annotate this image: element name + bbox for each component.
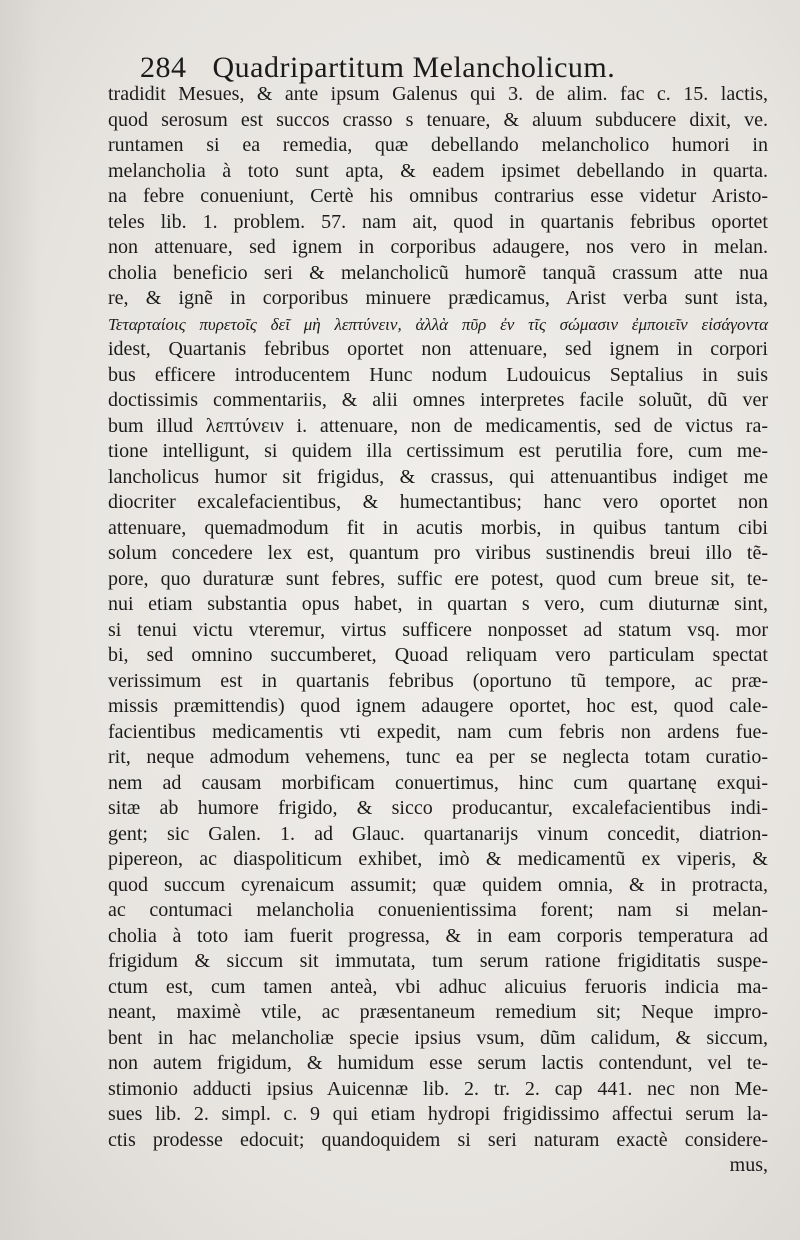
body-text bbox=[108, 82, 768, 1179]
text-line: na febre conueniunt, Certè his omnibus contrarius esse videtur Aristo- bbox=[108, 185, 768, 207]
text-line: diocriter excalefacientibus, & humectantibus; hanc vero oportet non bbox=[108, 491, 768, 513]
text-line: teles lib. 1. problem. 57. nam ait, quod in quartanis febribus oportet bbox=[108, 210, 768, 233]
text-line: tione intelligunt, si quidem illa certissimum est perutilia fore, cum me- bbox=[108, 440, 768, 462]
running-header bbox=[140, 50, 790, 86]
text-line: doctissimis commentariis, & alii omnes interpretes facile soluũt, dũ ver bbox=[108, 389, 768, 411]
text-line: solum concedere lex est, quantum pro viribus sustinendis breui illo tẽ- bbox=[108, 542, 768, 564]
text-line: bi, sed omnino succumberet, Quoad reliquam vero particulam spectat bbox=[108, 644, 768, 666]
text-line: gent; sic Galen. 1. ad Glauc. quartanarijs vinum concedit, diatrion- bbox=[108, 822, 768, 845]
text-line: ac contumaci melancholia conuenientissima forent; nam si melan- bbox=[108, 899, 768, 921]
text-line: bus efficere introducentem Hunc nodum Ludouicus Septalius in suis bbox=[108, 363, 768, 386]
text-line: facientibus medicamentis vti expedit, nam cum febris non ardens fue- bbox=[108, 720, 768, 743]
text-line: verissimum est in quartanis febribus (oportuno tũ tempore, ac præ- bbox=[108, 669, 768, 692]
text-line: nui etiam substantia opus habet, in quartan s vero, cum diuturnæ sint, bbox=[108, 593, 768, 615]
text-line: lancholicus humor sit frigidus, & crassus, qui attenuantibus indiget me bbox=[108, 465, 768, 488]
text-line: re, & ignẽ in corporibus minuere prædicamus, Arist verba sunt ista, bbox=[108, 287, 768, 309]
text-line: rit, neque admodum vehemens, tunc ea per se neglecta totam curatio- bbox=[108, 746, 768, 768]
text-line: attenuare, quemadmodum fit in acutis morbis, in quibus tantum cibi bbox=[108, 516, 768, 539]
text-line: idest, Quartanis febribus oportet non attenuare, sed ignem in corpori bbox=[108, 338, 768, 360]
running-title: Quadripartitum Melancholicum. bbox=[212, 51, 616, 84]
text-line: Τεταρταίοις πυρετοῖς δεῖ μὴ λεπτύνειν, ἀλλὰ πῦρ ἐν τῖς σώμασιν ἐμποιεῖν εἰσάγοντα bbox=[108, 314, 768, 334]
text-line: quod serosum est succos crasso s tenuare, & aluum subducere dixit, ve. bbox=[108, 108, 768, 131]
text-line: cholia à toto iam fuerit progressa, & in eam corporis temperatura ad bbox=[108, 924, 768, 947]
text-line: non attenuare, sed ignem in corporibus adaugere, nos vero in melan. bbox=[108, 236, 768, 258]
text-line: quod succum cyrenaicum assumit; quæ quidem omnia, & in protracta, bbox=[108, 873, 768, 896]
text-line: bum illud λεπτύνειν i. attenuare, non de medicamentis, sed de victus ra- bbox=[108, 414, 768, 437]
text-line: cholia beneficio seri & melancholicũ humorẽ tanquã crassum atte nua bbox=[108, 261, 768, 284]
text-line: sitæ ab humore frigido, & sicco producantur, excalefacientibus indi- bbox=[108, 797, 768, 819]
text-line: tradidit Mesues, & ante ipsum Galenus qui 3. de alim. fac c. 15. lactis, bbox=[108, 83, 768, 105]
text-line: frigidum & siccum sit immutata, tum serum ratione frigiditatis suspe- bbox=[108, 950, 768, 972]
text-line: si tenui victu vteremur, virtus sufficere nonposset ad statum vsq. mor bbox=[108, 618, 768, 641]
text-line: pore, quo duraturæ sunt febres, suffic ere potest, quod cum breue sit, te- bbox=[108, 567, 768, 590]
text-line: pipereon, ac diaspoliticum exhibet, imò & medicamentũ ex viperis, & bbox=[108, 848, 768, 870]
text-line: missis præmittendis) quod ignem adaugere oportet, hoc est, quod cale- bbox=[108, 695, 768, 717]
text-line: melancholia à toto sunt apta, & eadem ipsimet debellando in quarta. bbox=[108, 159, 768, 182]
text-line: runtamen si ea remedia, quæ debellando melancholico humori in bbox=[108, 134, 768, 156]
text-line: neant, maximè vtile, ac præsentaneum remedium sit; Neque impro- bbox=[108, 1001, 768, 1023]
text-line: ctis prodesse edocuit; quandoquidem si seri naturam exactè considere- bbox=[108, 1128, 768, 1151]
text-line: mus, bbox=[729, 1154, 768, 1176]
text-line: non autem frigidum, & humidum esse serum lactis contendunt, vel te- bbox=[108, 1052, 768, 1074]
text-line: bent in hac melancholiæ specie ipsius vsum, dũm calidum, & siccum, bbox=[108, 1026, 768, 1049]
text-line: ctum est, cum tamen anteà, vbi adhuc alicuius feruoris indicia ma- bbox=[108, 975, 768, 998]
gutter-shadow bbox=[0, 0, 40, 1240]
page-number: 284 bbox=[140, 51, 187, 84]
text-line: nem ad causam morbificam conuertimus, hinc cum quartanę exqui- bbox=[108, 771, 768, 794]
text-line: sues lib. 2. simpl. c. 9 qui etiam hydropi frigidissimo affectui serum la- bbox=[108, 1103, 768, 1125]
text-line: stimonio adducti ipsius Auicennæ lib. 2. tr. 2. cap 441. nec non Me- bbox=[108, 1077, 768, 1100]
